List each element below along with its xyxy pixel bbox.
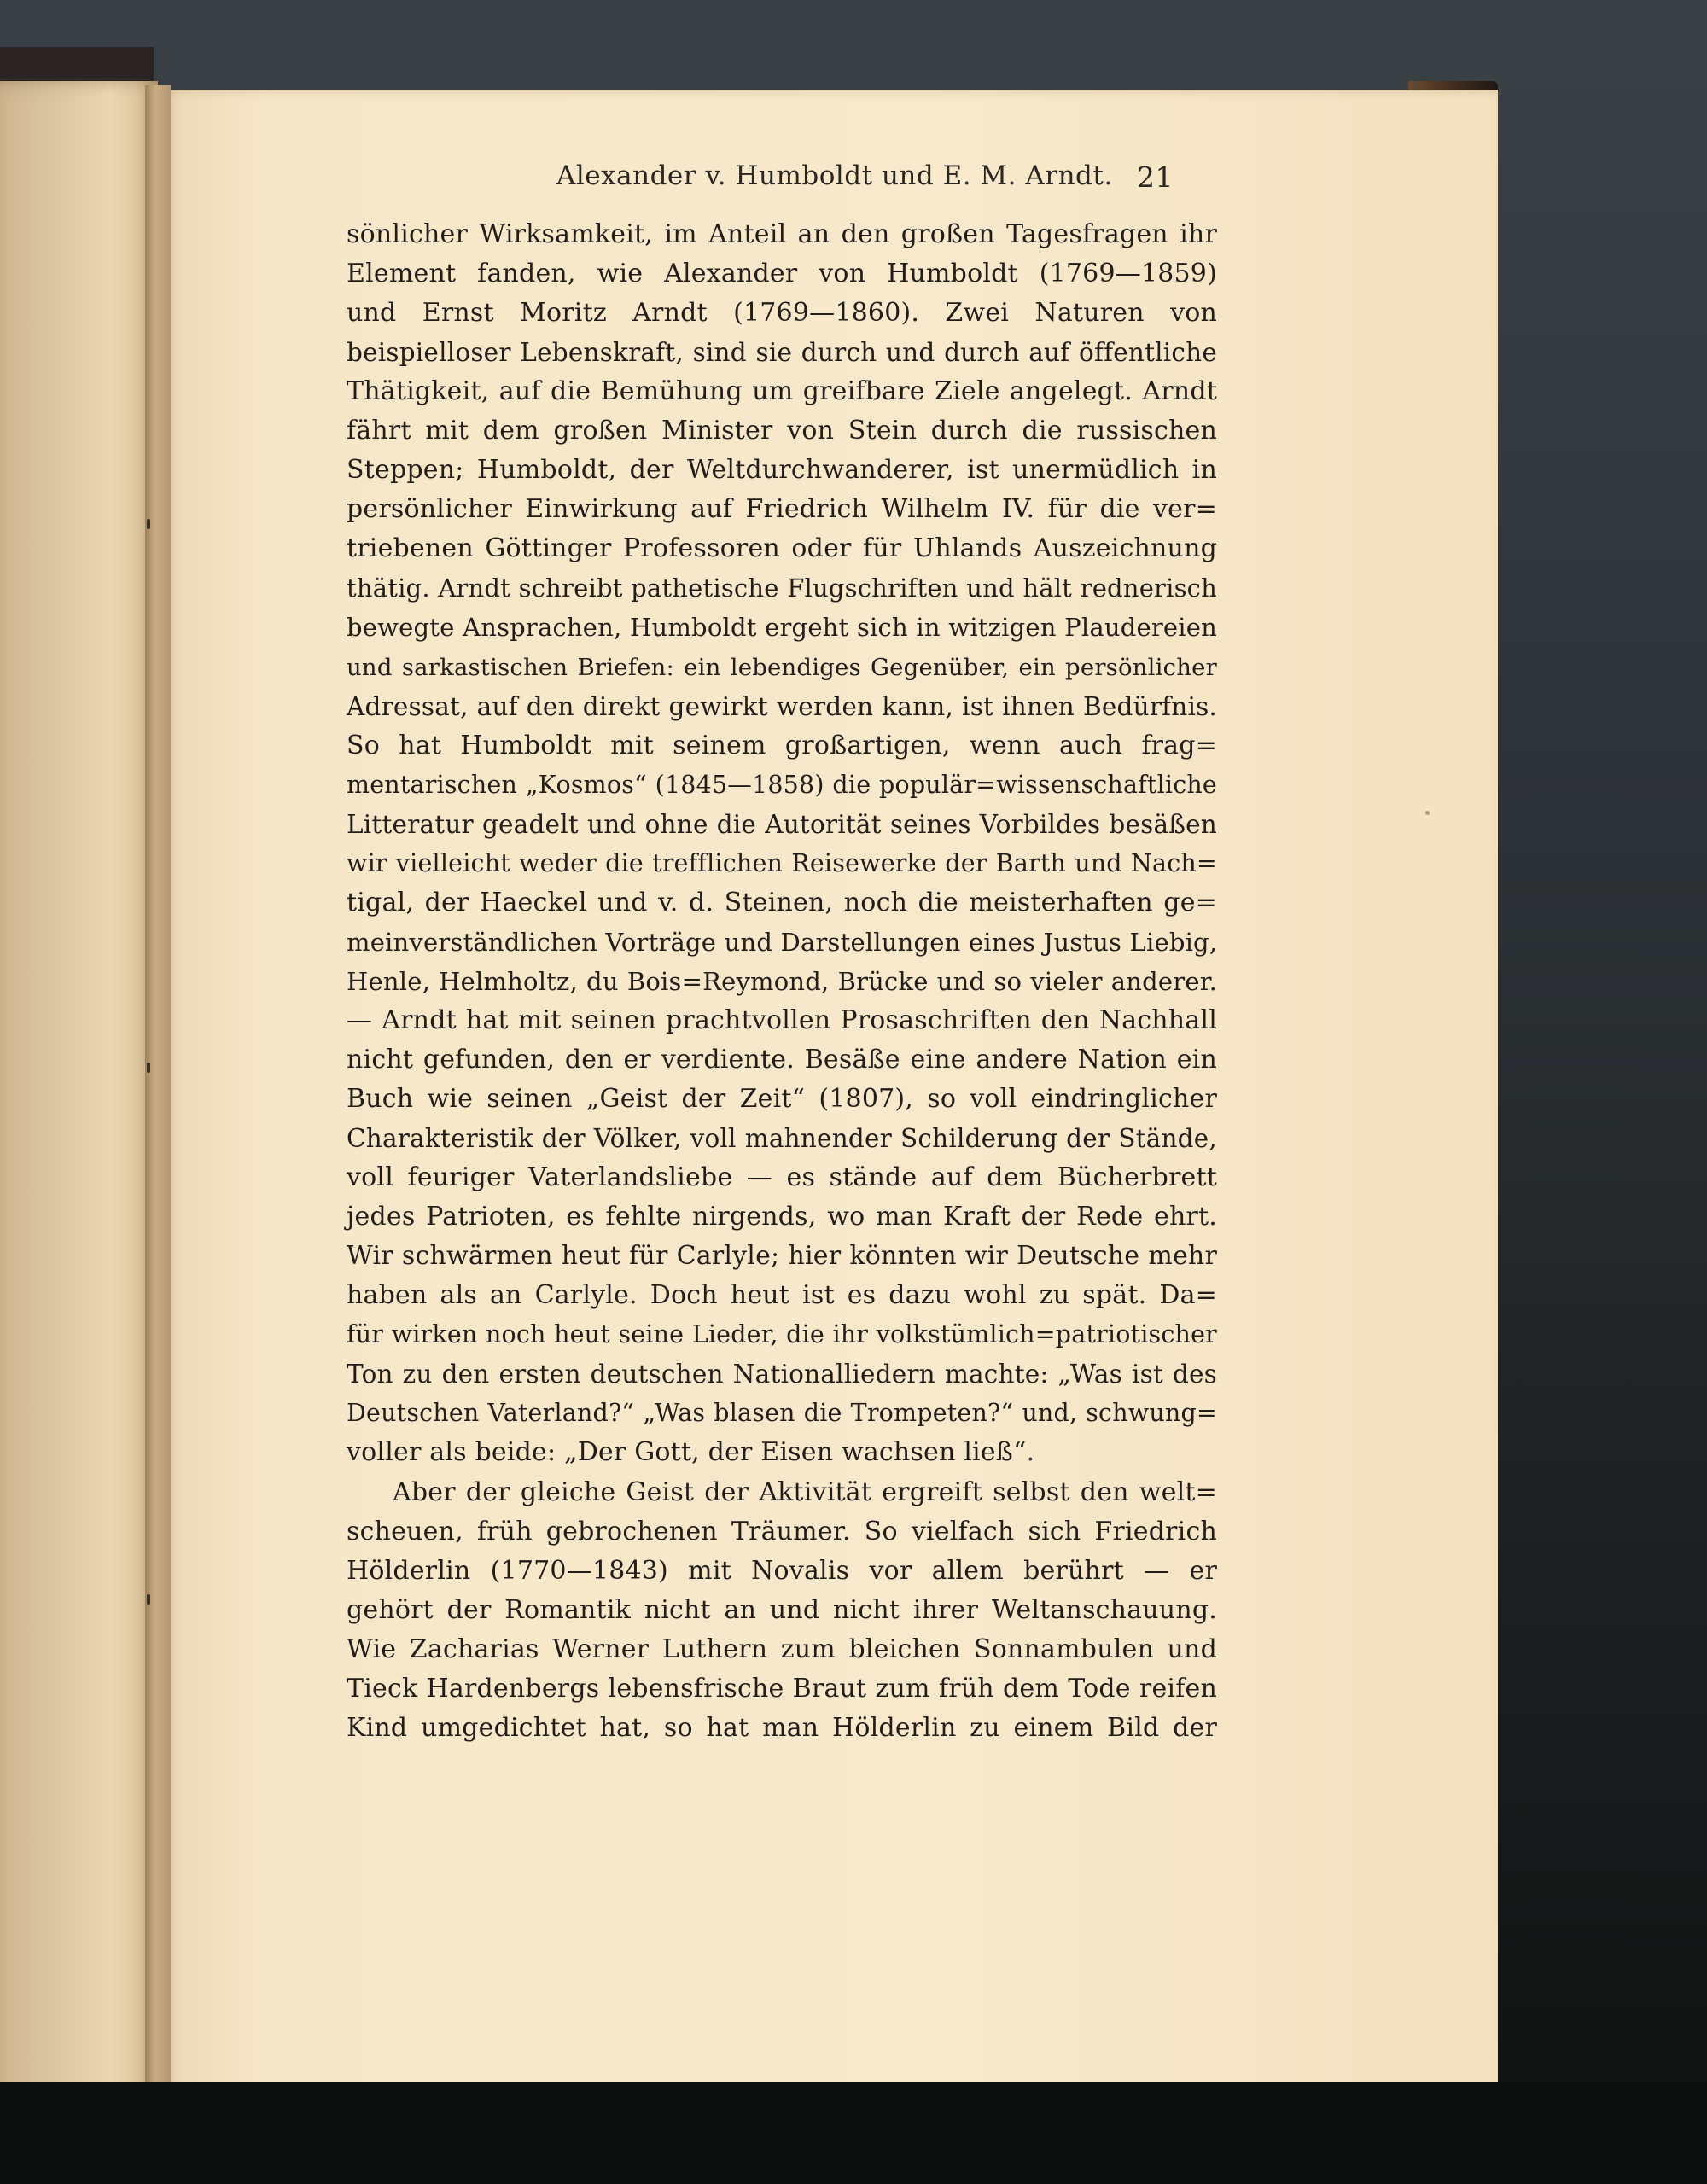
text-line: Steppen; Humboldt, der Weltdurchwanderer, ist unermüdlich in [347, 455, 1217, 486]
margin-mark [147, 1594, 150, 1605]
page-number: 21 [1137, 160, 1174, 194]
text-line: gehört der Romantik nicht an und nicht ihrer Weltanschauung. [347, 1594, 1217, 1625]
running-header [393, 160, 1212, 212]
text-line: So hat Humboldt mit seinem großartigen, wenn auch frag= [347, 730, 1217, 760]
text-line: und Ernst Moritz Arndt (1769—1860). Zwei Naturen von [347, 298, 1217, 329]
text-line: triebenen Göttinger Professoren oder für Uhlands Auszeichnung [347, 533, 1217, 564]
text-line: mentarischen „Kosmos“ (1845—1858) die populär=wissenschaftliche [347, 770, 1217, 799]
text-line: Thätigkeit, auf die Bemühung um greifbare Ziele angelegt. Arndt [347, 376, 1217, 407]
running-title: Alexander v. Humboldt und E. M. Arndt. [556, 160, 1113, 191]
body-text [347, 215, 1217, 1748]
text-line: wir vielleicht weder die trefflichen Reisewerke der Barth und Nach= [347, 848, 1217, 877]
text-line: Wir schwärmen heut für Carlyle; hier könnten wir Deutsche mehr [347, 1241, 1217, 1272]
text-line: für wirken noch heut seine Lieder, die ihr volkstümlich=patriotischer [347, 1320, 1217, 1349]
text-line: jedes Patrioten, es fehlte nirgends, wo man Kraft der Rede ehrt. [347, 1202, 1217, 1232]
text-line: Deutschen Vaterland?“ „Was blasen die Trompeten?“ und, schwung= [347, 1399, 1217, 1428]
text-line: tigal, der Haeckel und v. d. Steinen, noch die meisterhaften ge= [347, 887, 1217, 917]
text-line: und sarkastischen Briefen: ein lebendiges Gegenüber, ein persönlicher [347, 653, 1217, 681]
text-line: Hölderlin (1770—1843) mit Novalis vor allem berührt — er [347, 1555, 1217, 1586]
text-line: Element fanden, wie Alexander von Humboldt (1769—1859) [347, 259, 1217, 289]
book-gutter [145, 85, 171, 2117]
text-line: scheuen, früh gebrochenen Träumer. So vielfach sich Friedrich [347, 1516, 1217, 1546]
text-line: fährt mit dem großen Minister von Stein durch die russischen [347, 416, 1217, 446]
text-line: beispielloser Lebenskraft, sind sie durch und durch auf öffentliche [347, 338, 1217, 368]
text-line: meinverständlichen Vorträge und Darstellungen eines Justus Liebig, [347, 927, 1218, 957]
text-line: haben als an Carlyle. Doch heut ist es dazu wohl zu spät. Da= [347, 1280, 1217, 1311]
margin-mark [147, 519, 150, 529]
text-line: Aber der gleiche Geist der Aktivität ergreift selbst den welt= [393, 1476, 1217, 1507]
text-line: Henle, Helmholtz, du Bois=Reymond, Brücke und so vieler anderer. [347, 966, 1217, 996]
left-page [0, 81, 158, 2121]
text-line: Charakteristik der Völker, voll mahnender Schilderung der Stände, [347, 1124, 1217, 1154]
text-line: Kind umgedichtet hat, so hat man Hölderlin zu einem Bild der [347, 1712, 1217, 1743]
text-line: voller als beide: „Der Gott, der Eisen wachsen ließ“. [347, 1437, 1035, 1468]
text-line: thätig. Arndt schreibt pathetische Flugschriften und hält rednerisch [347, 574, 1217, 603]
text-line: persönlicher Einwirkung auf Friedrich Wilhelm IV. für die ver= [347, 494, 1217, 525]
text-line: Tieck Hardenbergs lebensfrische Braut zum früh dem Tode reifen [347, 1673, 1217, 1704]
text-line: voll feuriger Vaterlandsliebe — es stände auf dem Bücherbrett [347, 1162, 1217, 1193]
text-line: nicht gefunden, den er verdiente. Besäße eine andere Nation ein [347, 1044, 1217, 1075]
text-line: sönlicher Wirksamkeit, im Anteil an den großen Tagesfragen ihr [347, 219, 1217, 249]
text-line: Adressat, auf den direkt gewirkt werden kann, ist ihnen Bedürfnis. [347, 691, 1217, 721]
text-line: Buch wie seinen „Geist der Zeit“ (1807), so voll eindringlicher [347, 1084, 1217, 1115]
text-line: — Arndt hat mit seinen prachtvollen Prosaschriften den Nachhall [347, 1005, 1217, 1035]
text-line: Ton zu den ersten deutschen Nationalliedern machte: „Was ist des [347, 1360, 1217, 1389]
scan-bottom-edge [0, 2082, 1707, 2184]
text-line: Wie Zacharias Werner Luthern zum bleichen Sonnambulen und [347, 1634, 1217, 1664]
margin-mark [147, 1063, 150, 1073]
paper-stain [1425, 811, 1430, 815]
text-line: Litteratur geadelt und ohne die Autorität seines Vorbildes besäßen [347, 809, 1217, 839]
text-line: bewegte Ansprachen, Humboldt ergeht sich in witzigen Plaudereien [347, 613, 1217, 643]
